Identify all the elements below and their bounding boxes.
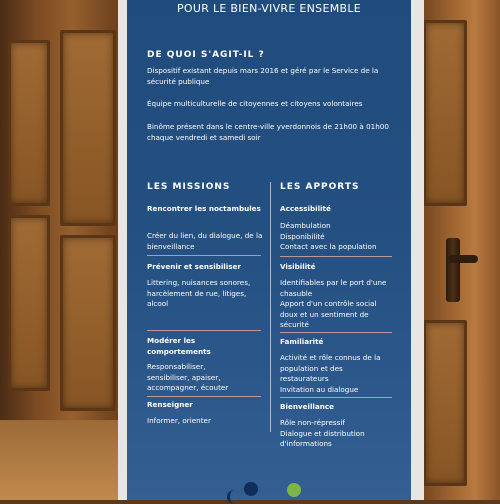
about-heading: DE QUOI S'AGIT-IL ? [147, 50, 265, 60]
apport-title: Visibilité [280, 262, 316, 271]
apport-text: Déambulation Disponibilité Contact avec la population [280, 221, 377, 251]
apport-text: Activité et rôle connus de la population et des restaurateurs Invitation au dialogue [280, 353, 381, 394]
door-panel [423, 20, 467, 206]
mission-text: Responsabiliser, sensibiliser, apaiser, accompagner, écouter [147, 362, 229, 392]
mission-text: Littering, nuisances sonores, harcèlement de rue, litiges, alcool [147, 278, 251, 308]
info-poster [127, 0, 411, 500]
mission-title: Modérer les comportements [147, 336, 211, 356]
apports-heading: LES APPORTS [280, 182, 360, 192]
logo-green-dot-icon [287, 483, 301, 497]
about-paragraph: Équipe multiculturelle de citoyennes et citoyens volontaires [147, 99, 363, 108]
door-panel [60, 30, 116, 226]
mission-title: Prévenir et sensibiliser [147, 262, 241, 271]
divider [147, 330, 261, 331]
apport-title: Familiarité [280, 337, 324, 346]
divider [280, 397, 392, 398]
door-handle-plate [446, 238, 460, 302]
divider [280, 256, 392, 257]
door-handle [448, 255, 478, 263]
apport-title: Accessibilité [280, 204, 331, 213]
mission-title: Renseigner [147, 400, 193, 409]
parquet-floor [0, 420, 120, 500]
divider [147, 255, 261, 256]
door-panel [8, 215, 50, 391]
apport-title: Bienveillance [280, 402, 334, 411]
logo-arc-icon [227, 490, 238, 504]
missions-heading: LES MISSIONS [147, 182, 231, 192]
divider [280, 332, 392, 333]
door-panel [8, 40, 50, 206]
about-paragraph: Dispositif existant depuis mars 2016 et géré par le Service de la sécurité publique [147, 66, 379, 86]
apport-text: Rôle non-répressif Dialogue et distribution d'informations [280, 418, 365, 448]
logo-blue-dot-icon [244, 482, 258, 496]
mission-text: Informer, orienter [147, 416, 211, 425]
door-panel [60, 235, 116, 411]
door-panel [423, 320, 467, 486]
apport-text: Identifiables par le port d'une chasuble Apport d'un contrôle social doux et un sentiment de sécurité [280, 278, 387, 329]
column-divider [270, 182, 271, 432]
program-logo [227, 482, 317, 502]
mission-title: Rencontrer les noctambules [147, 204, 261, 213]
mission-text: Créer du lien, du dialogue, de la bienveillance [147, 231, 263, 251]
divider [147, 396, 261, 397]
about-paragraph: Binôme présent dans le centre-ville yverdonnois de 21h00 à 01h00 chaque vendredi et samedi soir [147, 122, 389, 142]
poster-header: POUR LE BIEN-VIVRE ENSEMBLE [176, 2, 362, 15]
